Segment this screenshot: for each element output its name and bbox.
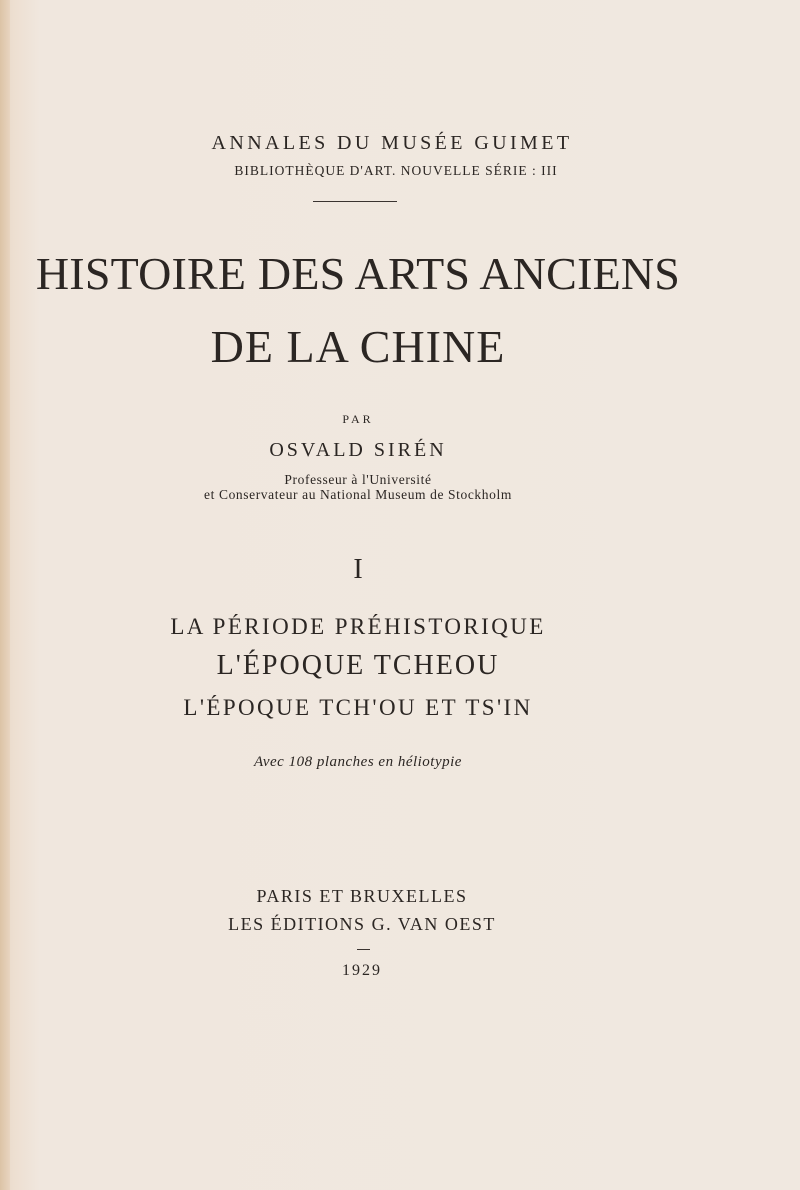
imprint-dash xyxy=(357,949,370,950)
imprint-year: 1929 xyxy=(342,962,382,979)
author-affiliation-line-2: et Conservateur au National Museum de Stockholm xyxy=(204,487,512,502)
volume-subtitle-line-1: LA PÉRIODE PRÉHISTORIQUE xyxy=(170,614,546,639)
header-rule xyxy=(313,201,397,202)
volume-subtitle-line-2: L'ÉPOQUE TCHEOU xyxy=(216,650,500,681)
series-title: ANNALES DU MUSÉE GUIMET xyxy=(211,132,573,154)
volume-number: I xyxy=(353,554,363,585)
imprint-publisher: LES ÉDITIONS G. VAN OEST xyxy=(228,914,496,934)
author-affiliation-line-1: Professeur à l'Université xyxy=(284,472,432,487)
author-name: OSVALD SIRÉN xyxy=(269,439,447,461)
series-subtitle: BIBLIOTHÈQUE D'ART. NOUVELLE SÉRIE : III xyxy=(234,163,558,178)
book-title-line-1: HISTOIRE DES ARTS ANCIENS xyxy=(35,248,681,299)
book-title-line-2: DE LA CHINE xyxy=(210,321,506,372)
volume-subtitle-line-3: L'ÉPOQUE TCH'OU ET TS'IN xyxy=(183,695,533,720)
imprint-city: PARIS ET BRUXELLES xyxy=(256,886,468,906)
plates-note: Avec 108 planches en héliotypie xyxy=(254,754,462,770)
by-label: PAR xyxy=(342,412,374,426)
